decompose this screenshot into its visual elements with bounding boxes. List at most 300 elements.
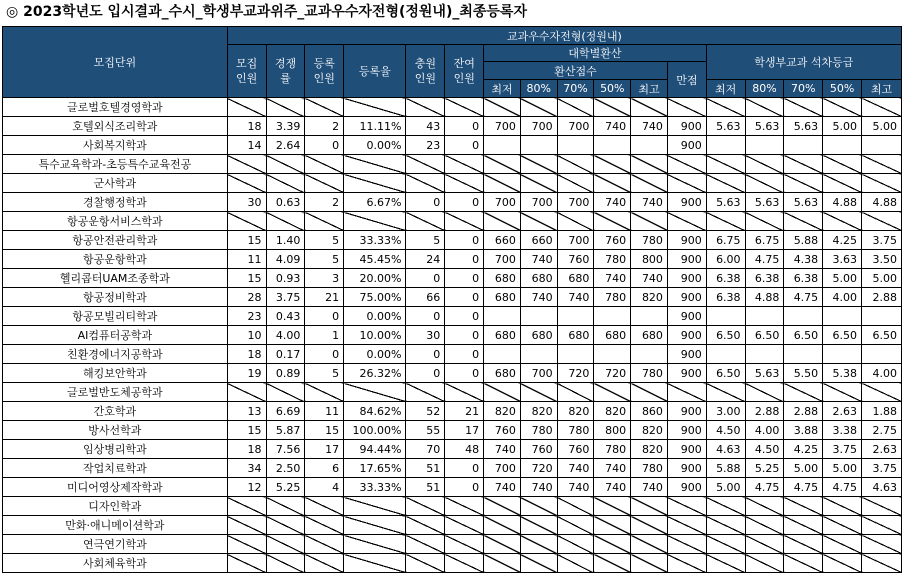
dept-name: 군사학과 xyxy=(3,174,228,193)
data-cell xyxy=(862,345,902,364)
empty-cell xyxy=(631,535,668,554)
data-cell: 800 xyxy=(594,421,631,440)
empty-cell xyxy=(557,554,594,573)
data-cell: 21 xyxy=(305,288,344,307)
data-cell: 6.50 xyxy=(823,326,862,345)
data-cell: 5.00 xyxy=(823,269,862,288)
data-cell: 4.75 xyxy=(745,478,784,497)
data-cell: 720 xyxy=(520,459,557,478)
empty-cell xyxy=(745,174,784,193)
empty-cell xyxy=(557,497,594,516)
data-cell: 700 xyxy=(520,117,557,136)
empty-cell xyxy=(484,174,521,193)
data-cell: 0 xyxy=(305,136,344,155)
data-cell: 5.63 xyxy=(784,117,823,136)
empty-cell xyxy=(784,383,823,402)
data-cell: 17 xyxy=(305,440,344,459)
data-cell: 15 xyxy=(227,269,266,288)
empty-cell xyxy=(305,516,344,535)
data-cell: 6.38 xyxy=(706,288,745,307)
empty-cell xyxy=(823,98,862,117)
data-cell: 820 xyxy=(631,421,668,440)
data-cell: 4.88 xyxy=(823,193,862,212)
header-grade-50: 50% xyxy=(823,80,862,98)
data-cell: 0 xyxy=(305,307,344,326)
data-cell: 17.65% xyxy=(344,459,406,478)
data-cell: 820 xyxy=(557,402,594,421)
data-cell: 5.00 xyxy=(862,117,902,136)
data-cell: 0 xyxy=(445,478,484,497)
header-group: 교과우수자전형(정원내) xyxy=(227,27,901,45)
data-cell: 680 xyxy=(631,326,668,345)
data-cell: 680 xyxy=(484,288,521,307)
empty-cell xyxy=(631,516,668,535)
empty-cell xyxy=(266,535,305,554)
dept-name: 특수교육학과-초등특수교육전공 xyxy=(3,155,228,174)
data-cell: 1 xyxy=(305,326,344,345)
data-cell: 0 xyxy=(445,231,484,250)
data-cell: 30 xyxy=(227,193,266,212)
header-conv-70: 70% xyxy=(557,80,594,98)
empty-cell xyxy=(706,516,745,535)
empty-cell xyxy=(484,98,521,117)
data-cell: 900 xyxy=(667,269,706,288)
data-cell: 2.88 xyxy=(784,402,823,421)
data-cell: 700 xyxy=(484,459,521,478)
data-cell: 900 xyxy=(667,326,706,345)
data-cell: 900 xyxy=(667,193,706,212)
data-cell: 6.38 xyxy=(706,269,745,288)
empty-cell xyxy=(706,98,745,117)
dept-name: 항공운항학과 xyxy=(3,250,228,269)
empty-cell xyxy=(706,174,745,193)
table-row xyxy=(3,98,902,117)
data-cell: 680 xyxy=(594,326,631,345)
data-cell: 900 xyxy=(667,402,706,421)
data-cell: 55 xyxy=(406,421,445,440)
data-cell: 680 xyxy=(484,269,521,288)
empty-cell xyxy=(706,155,745,174)
header-conv-score: 환산점수 xyxy=(484,62,668,80)
data-cell: 0 xyxy=(445,269,484,288)
empty-cell xyxy=(305,554,344,573)
data-cell: 5.25 xyxy=(745,459,784,478)
empty-cell xyxy=(594,497,631,516)
dept-name: 항공정비학과 xyxy=(3,288,228,307)
empty-cell xyxy=(344,383,406,402)
table-row xyxy=(3,383,902,402)
data-cell: 33.33% xyxy=(344,231,406,250)
empty-cell xyxy=(406,383,445,402)
header-grade: 학생부교과 석차등급 xyxy=(706,45,901,80)
data-cell: 5.63 xyxy=(706,117,745,136)
data-cell: 700 xyxy=(557,117,594,136)
data-cell xyxy=(862,136,902,155)
empty-cell xyxy=(305,212,344,231)
empty-cell xyxy=(862,212,902,231)
data-cell: 18 xyxy=(227,440,266,459)
data-cell: 780 xyxy=(631,364,668,383)
table-row xyxy=(3,250,902,269)
data-cell: 6.38 xyxy=(745,269,784,288)
data-cell xyxy=(745,136,784,155)
data-cell: 740 xyxy=(594,193,631,212)
data-cell: 48 xyxy=(445,440,484,459)
data-cell: 0.63 xyxy=(266,193,305,212)
empty-cell xyxy=(227,516,266,535)
data-cell: 780 xyxy=(557,421,594,440)
empty-cell xyxy=(667,554,706,573)
empty-cell xyxy=(631,174,668,193)
data-cell xyxy=(520,307,557,326)
empty-cell xyxy=(594,516,631,535)
header-full: 만점 xyxy=(667,62,706,98)
empty-cell xyxy=(445,98,484,117)
header-recruit: 모집 인원 xyxy=(227,45,266,98)
empty-cell xyxy=(862,98,902,117)
empty-cell xyxy=(745,535,784,554)
data-cell xyxy=(594,136,631,155)
empty-cell xyxy=(227,535,266,554)
data-cell: 33.33% xyxy=(344,478,406,497)
data-cell: 5.00 xyxy=(823,117,862,136)
data-cell: 100.00% xyxy=(344,421,406,440)
dept-name: 만화·애니메이션학과 xyxy=(3,516,228,535)
data-cell: 21 xyxy=(445,402,484,421)
data-cell xyxy=(631,307,668,326)
empty-cell xyxy=(266,155,305,174)
data-cell: 5.00 xyxy=(862,269,902,288)
data-cell: 5.87 xyxy=(266,421,305,440)
data-cell: 4.50 xyxy=(706,421,745,440)
data-cell: 760 xyxy=(557,250,594,269)
data-cell: 6.00 xyxy=(706,250,745,269)
data-cell: 5.63 xyxy=(745,193,784,212)
empty-cell xyxy=(862,155,902,174)
data-cell: 760 xyxy=(594,231,631,250)
data-cell: 4.38 xyxy=(784,250,823,269)
empty-cell xyxy=(406,174,445,193)
data-cell: 5.88 xyxy=(784,231,823,250)
data-cell: 6 xyxy=(305,459,344,478)
table-row xyxy=(3,421,902,440)
empty-cell xyxy=(706,497,745,516)
data-cell: 6.67% xyxy=(344,193,406,212)
empty-cell xyxy=(594,554,631,573)
empty-cell xyxy=(484,535,521,554)
empty-cell xyxy=(406,554,445,573)
data-cell: 6.50 xyxy=(706,364,745,383)
empty-cell xyxy=(594,535,631,554)
dept-name: 디자인학과 xyxy=(3,497,228,516)
empty-cell xyxy=(266,383,305,402)
data-cell: 780 xyxy=(631,231,668,250)
data-cell: 900 xyxy=(667,231,706,250)
data-cell: 740 xyxy=(631,193,668,212)
header-enrolled: 등록 인원 xyxy=(305,45,344,98)
empty-cell xyxy=(520,98,557,117)
data-cell: 84.62% xyxy=(344,402,406,421)
data-cell: 10 xyxy=(227,326,266,345)
empty-cell xyxy=(667,497,706,516)
data-cell: 0.17 xyxy=(266,345,305,364)
empty-cell xyxy=(227,212,266,231)
data-cell: 45.45% xyxy=(344,250,406,269)
data-cell: 740 xyxy=(631,269,668,288)
data-cell: 20.00% xyxy=(344,269,406,288)
empty-cell xyxy=(594,212,631,231)
data-cell xyxy=(520,345,557,364)
data-cell: 3.00 xyxy=(706,402,745,421)
data-cell: 2.88 xyxy=(745,402,784,421)
empty-cell xyxy=(266,554,305,573)
data-cell: 23 xyxy=(406,136,445,155)
data-cell: 5 xyxy=(305,364,344,383)
dept-name: 간호학과 xyxy=(3,402,228,421)
data-cell: 700 xyxy=(557,231,594,250)
empty-cell xyxy=(520,155,557,174)
data-cell: 4.75 xyxy=(745,250,784,269)
dept-name: 항공운항서비스학과 xyxy=(3,212,228,231)
data-cell: 740 xyxy=(594,269,631,288)
data-cell: 900 xyxy=(667,440,706,459)
empty-cell xyxy=(266,174,305,193)
empty-cell xyxy=(266,212,305,231)
data-cell: 15 xyxy=(227,421,266,440)
empty-cell xyxy=(445,554,484,573)
data-cell: 740 xyxy=(631,478,668,497)
empty-cell xyxy=(227,383,266,402)
table-row xyxy=(3,326,902,345)
empty-cell xyxy=(406,98,445,117)
empty-cell xyxy=(266,516,305,535)
dept-name: 사회복지학과 xyxy=(3,136,228,155)
empty-cell xyxy=(445,516,484,535)
data-cell: 3.88 xyxy=(784,421,823,440)
data-cell xyxy=(484,307,521,326)
empty-cell xyxy=(594,383,631,402)
data-cell: 780 xyxy=(520,421,557,440)
data-cell xyxy=(594,345,631,364)
data-cell: 900 xyxy=(667,136,706,155)
data-cell: 4.63 xyxy=(862,478,902,497)
data-cell: 3.63 xyxy=(823,250,862,269)
empty-cell xyxy=(520,383,557,402)
empty-cell xyxy=(227,497,266,516)
data-cell: 680 xyxy=(520,269,557,288)
data-cell: 2.88 xyxy=(862,288,902,307)
data-cell: 4.88 xyxy=(745,288,784,307)
data-cell: 700 xyxy=(484,250,521,269)
empty-cell xyxy=(706,554,745,573)
data-cell: 5.50 xyxy=(784,364,823,383)
data-cell: 0 xyxy=(445,288,484,307)
header-grade-min: 최저 xyxy=(706,80,745,98)
data-cell: 4.00 xyxy=(823,288,862,307)
empty-cell xyxy=(406,212,445,231)
empty-cell xyxy=(667,516,706,535)
data-cell xyxy=(484,136,521,155)
data-cell: 700 xyxy=(484,117,521,136)
data-cell: 0 xyxy=(445,117,484,136)
data-cell: 3.75 xyxy=(862,459,902,478)
table-row xyxy=(3,117,902,136)
data-cell: 700 xyxy=(520,364,557,383)
data-cell: 4.00 xyxy=(862,364,902,383)
data-cell: 4.09 xyxy=(266,250,305,269)
dept-name: 방사선학과 xyxy=(3,421,228,440)
header-competition: 경쟁 률 xyxy=(266,45,305,98)
data-cell: 5 xyxy=(305,250,344,269)
data-cell: 66 xyxy=(406,288,445,307)
dept-name: 임상병리학과 xyxy=(3,440,228,459)
data-cell: 900 xyxy=(667,459,706,478)
data-cell: 800 xyxy=(631,250,668,269)
data-cell: 740 xyxy=(594,459,631,478)
data-cell: 7.56 xyxy=(266,440,305,459)
empty-cell xyxy=(784,98,823,117)
data-cell: 5 xyxy=(406,231,445,250)
empty-cell xyxy=(745,383,784,402)
data-cell: 3.75 xyxy=(823,440,862,459)
data-cell: 2.75 xyxy=(862,421,902,440)
data-cell: 51 xyxy=(406,459,445,478)
data-cell: 900 xyxy=(667,117,706,136)
data-cell: 5 xyxy=(305,231,344,250)
data-cell: 0.00% xyxy=(344,307,406,326)
empty-cell xyxy=(305,497,344,516)
data-cell: 680 xyxy=(557,326,594,345)
data-cell: 3.50 xyxy=(862,250,902,269)
data-cell: 740 xyxy=(594,117,631,136)
table-row xyxy=(3,269,902,288)
data-cell: 760 xyxy=(520,440,557,459)
data-cell: 10.00% xyxy=(344,326,406,345)
empty-cell xyxy=(823,155,862,174)
data-cell: 780 xyxy=(631,459,668,478)
data-cell: 700 xyxy=(557,193,594,212)
data-cell: 11 xyxy=(227,250,266,269)
data-cell: 5.88 xyxy=(706,459,745,478)
data-cell: 900 xyxy=(667,288,706,307)
table-row xyxy=(3,516,902,535)
data-cell xyxy=(631,345,668,364)
header-remain: 잔여 인원 xyxy=(445,45,484,98)
data-cell: 780 xyxy=(594,288,631,307)
header-grade-70: 70% xyxy=(784,80,823,98)
dept-name: 연극연기학과 xyxy=(3,535,228,554)
data-cell: 4.75 xyxy=(784,288,823,307)
data-cell: 4.25 xyxy=(823,231,862,250)
empty-cell xyxy=(520,554,557,573)
data-cell: 4.00 xyxy=(745,421,784,440)
data-cell: 900 xyxy=(667,307,706,326)
empty-cell xyxy=(344,155,406,174)
table-row xyxy=(3,193,902,212)
data-cell: 0.00% xyxy=(344,345,406,364)
table-row xyxy=(3,364,902,383)
empty-cell xyxy=(862,174,902,193)
table-row xyxy=(3,459,902,478)
empty-cell xyxy=(784,174,823,193)
data-cell: 0 xyxy=(305,345,344,364)
dept-name: 항공안전관리학과 xyxy=(3,231,228,250)
empty-cell xyxy=(344,98,406,117)
empty-cell xyxy=(484,516,521,535)
empty-cell xyxy=(745,554,784,573)
data-cell: 660 xyxy=(484,231,521,250)
data-cell xyxy=(784,307,823,326)
data-cell: 26.32% xyxy=(344,364,406,383)
data-cell xyxy=(557,136,594,155)
empty-cell xyxy=(520,497,557,516)
empty-cell xyxy=(784,554,823,573)
empty-cell xyxy=(631,497,668,516)
data-cell xyxy=(784,345,823,364)
data-cell: 6.50 xyxy=(745,326,784,345)
empty-cell xyxy=(784,497,823,516)
data-cell: 0 xyxy=(445,364,484,383)
data-cell: 6.50 xyxy=(706,326,745,345)
header-univ-conv: 대학별환산 xyxy=(484,45,707,62)
data-cell: 740 xyxy=(520,250,557,269)
data-cell xyxy=(706,136,745,155)
data-cell: 700 xyxy=(484,193,521,212)
data-cell: 820 xyxy=(484,402,521,421)
table-row xyxy=(3,212,902,231)
empty-cell xyxy=(305,535,344,554)
data-cell: 4 xyxy=(305,478,344,497)
table-row xyxy=(3,231,902,250)
table-row xyxy=(3,554,902,573)
data-cell xyxy=(557,307,594,326)
data-cell: 2.50 xyxy=(266,459,305,478)
data-cell: 94.44% xyxy=(344,440,406,459)
empty-cell xyxy=(344,212,406,231)
data-cell: 30 xyxy=(406,326,445,345)
data-cell: 0 xyxy=(445,345,484,364)
dept-name: AI컴퓨터공학과 xyxy=(3,326,228,345)
empty-cell xyxy=(667,155,706,174)
empty-cell xyxy=(305,383,344,402)
data-cell: 11.11% xyxy=(344,117,406,136)
empty-cell xyxy=(266,497,305,516)
empty-cell xyxy=(520,174,557,193)
empty-cell xyxy=(557,98,594,117)
data-cell: 780 xyxy=(594,250,631,269)
data-cell: 1.40 xyxy=(266,231,305,250)
empty-cell xyxy=(631,155,668,174)
table-row xyxy=(3,155,902,174)
data-cell: 5.00 xyxy=(823,459,862,478)
data-cell: 5.38 xyxy=(823,364,862,383)
empty-cell xyxy=(557,383,594,402)
data-cell: 4.75 xyxy=(784,478,823,497)
data-cell: 6.69 xyxy=(266,402,305,421)
empty-cell xyxy=(594,98,631,117)
data-cell xyxy=(557,345,594,364)
data-cell xyxy=(823,307,862,326)
empty-cell xyxy=(631,554,668,573)
data-cell: 0.43 xyxy=(266,307,305,326)
table-row xyxy=(3,535,902,554)
data-cell: 740 xyxy=(557,478,594,497)
data-cell xyxy=(862,307,902,326)
header-grade-80: 80% xyxy=(745,80,784,98)
empty-cell xyxy=(445,174,484,193)
data-cell: 70 xyxy=(406,440,445,459)
data-cell: 15 xyxy=(305,421,344,440)
